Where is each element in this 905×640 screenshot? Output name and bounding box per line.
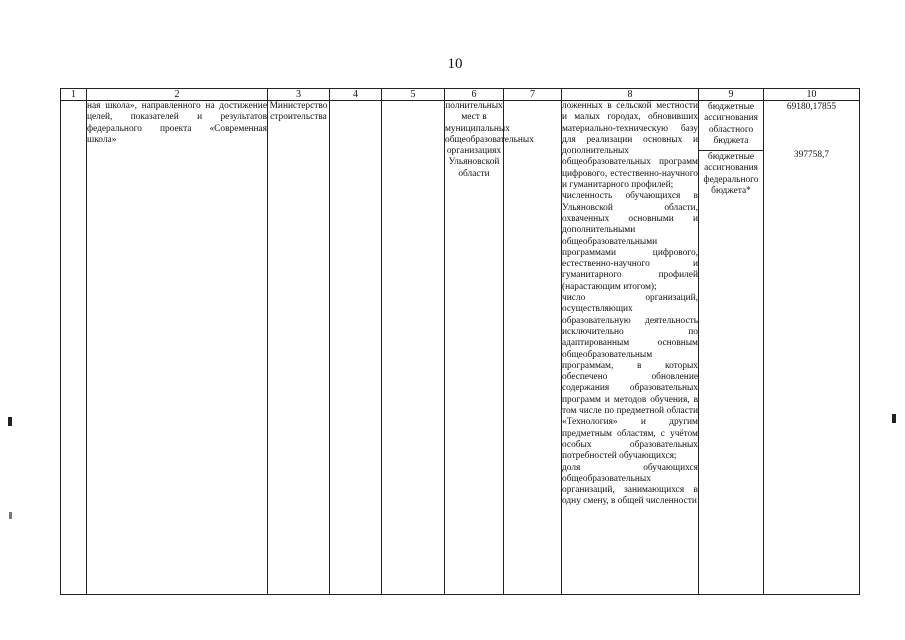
- table-row: [61, 101, 860, 595]
- cell-col-5: [382, 101, 445, 595]
- cell-result: полнительных мест в муниципальных общеобразовательных организациях Ульяновской области: [445, 101, 504, 595]
- indicator-paragraph: ложенных в сельской местности и малых городах, обновивших материально-техническую базу для реализации основных и дополнительных общеобразовательных программ цифрового, естественно-научного и гуманитарного профилей;: [562, 101, 698, 191]
- indicator-paragraph: число организаций, осуществляющих образовательную деятельность исключительно по адаптированным основным общеобразовательным программам, в которых обеспечено обновление содержания образовательных программ и методов обучения, в том числе по предметной области «Технология» и другим предметным областям, с учётом особых образовательных потребностей обучающихся;: [562, 293, 698, 462]
- indicator-paragraph: доля обучающихся общеобразовательных организаций, занимающихся в одну смену, в общей численности: [562, 462, 698, 507]
- funding-source-regional: бюджетные ассигнования областного бюджета: [699, 101, 763, 151]
- header-col-3: 3: [268, 89, 330, 101]
- header-col-6: 6: [445, 89, 504, 101]
- cell-funding-sources: [699, 101, 764, 595]
- header-col-2: 2: [87, 89, 268, 101]
- header-col-1: 1: [61, 89, 87, 101]
- page-number: 10: [447, 56, 463, 72]
- indicator-paragraph: численность обучающихся в Ульяновской области, охваченных основными и дополнительными общеобразовательными программами цифрового, естественно-научного и гуманитарного профилей (нарастающим итогом);: [562, 191, 698, 292]
- header-col-5: 5: [382, 89, 445, 101]
- amount-regional: 69180,17855: [786, 102, 837, 112]
- cell-col-7: [504, 101, 562, 595]
- header-col-8: 8: [562, 89, 699, 101]
- cell-col-4: [330, 101, 382, 595]
- cell-col-1: [61, 101, 87, 595]
- header-col-4: 4: [330, 89, 382, 101]
- program-table: [60, 88, 860, 595]
- header-col-10: 10: [764, 89, 860, 101]
- header-row: [61, 89, 860, 101]
- header-col-9: 9: [699, 89, 764, 101]
- scan-mark-right: [892, 414, 896, 423]
- scan-mark-left: [8, 417, 12, 426]
- cell-amounts: [764, 101, 860, 595]
- amount-federal: 397758,7: [793, 150, 830, 160]
- cell-executor: Министерство строительства: [268, 101, 330, 595]
- cell-indicators: [562, 101, 699, 595]
- funding-source-federal: бюджетные ассигнования федерального бюджета*: [703, 152, 759, 196]
- scan-mark-left-small: [9, 512, 12, 519]
- cell-event-description: ная школа», направленного на достижение целей, показателей и результатов федерального проекта «Современная школа»: [87, 101, 268, 595]
- header-col-7: 7: [504, 89, 562, 101]
